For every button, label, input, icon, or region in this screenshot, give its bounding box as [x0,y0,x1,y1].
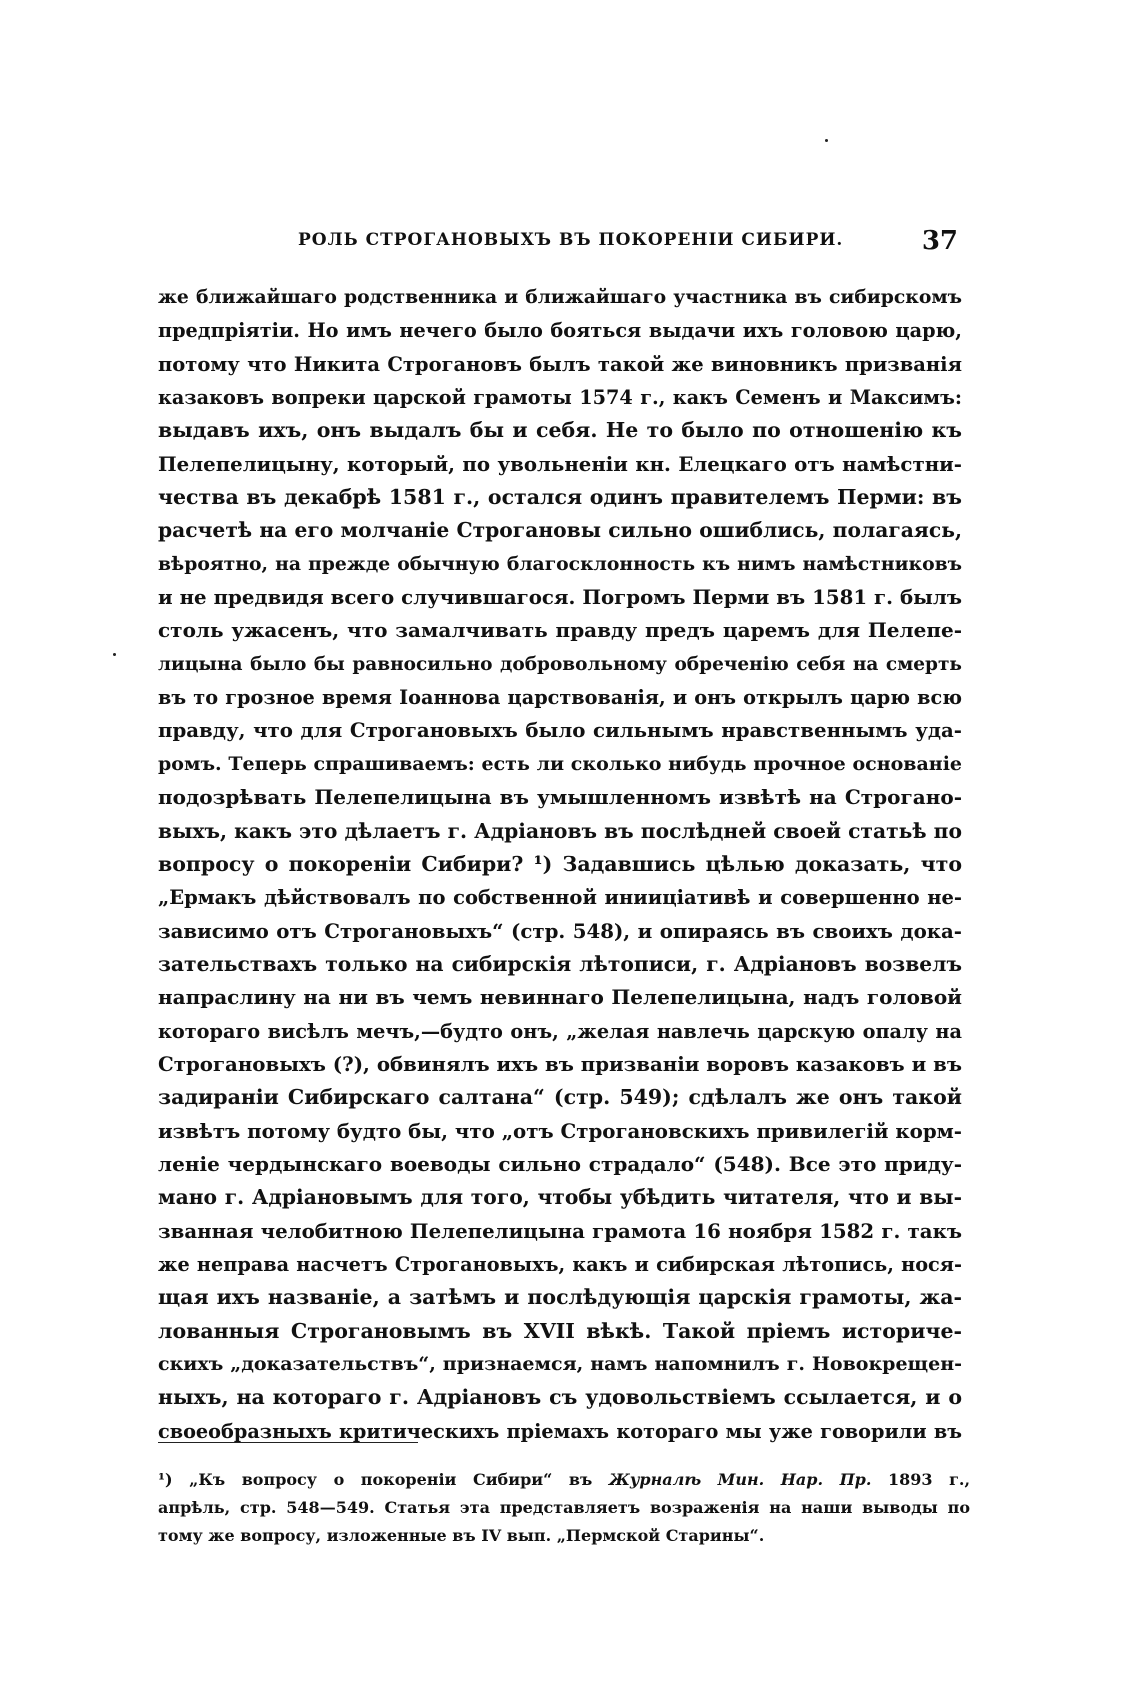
footnote-line: апрѣль, стр. 548—549. Статья эта представляетъ возраженія на наши выводы по [158,1498,970,1517]
page-number: 37 [921,226,958,256]
text-line: предпріятіи. Но имъ нечего было бояться выдачи ихъ головою царю, [158,319,962,343]
text-line: скихъ „доказательствъ“, признаемся, намъ напомнилъ г. Новокрещен- [158,1353,962,1375]
text-line: правду, что для Строгановыхъ было сильнымъ нравственнымъ уда- [158,718,962,743]
text-line: зательствахъ только на сибирскія лѣтописи, г. Адріановъ возвелъ [158,951,962,976]
text-line: извѣтъ потому будто бы, что „отъ Строгановскихъ привилегій корм- [158,1118,962,1143]
text-line: щая ихъ названіе, а затѣмъ и послѣдующія царскія грамоты, жа- [158,1285,962,1310]
text-line: мано г. Адріановымъ для того, чтобы убѣдить читателя, что и вы- [158,1185,962,1210]
footnote-line: тому же вопросу, изложенные въ IV вып. „Пермской Старины“. [158,1526,765,1545]
text-line: Строгановыхъ (?), обвинялъ ихъ въ призваніи воровъ казаковъ и въ [158,1051,962,1076]
footnote-text: „Къ вопросу о покореніи Сибири“ въ [189,1470,593,1489]
text-line: вопросу о покореніи Сибири? ¹) Задавшись цѣлью доказать, что [158,851,962,876]
text-line: выдавъ ихъ, онъ выдалъ бы и себя. Не то было по отношенію къ [158,418,962,443]
text-line: „Ермакъ дѣйствовалъ по собственной инииціативѣ и совершенно не- [158,886,962,910]
text-line: чества въ декабрѣ 1581 г., остался одинъ правителемъ Перми: въ [158,485,962,510]
footnote-text: 1893 г., [888,1470,970,1489]
text-line: въ то грозное время Іоаннова царствованія, и онъ открылъ царю всю [158,686,962,710]
running-title: РОЛЬ СТРОГАНОВЫХЪ ВЪ ПОКОРЕНІИ СИБИРИ. [298,230,844,250]
text-line: вѣроятно, на прежде обычную благосклонность къ нимъ намѣстниковъ [158,552,962,575]
text-line: и не предвидя всего случившагося. Погромъ Перми въ 1581 г. былъ [158,585,962,610]
footnote [158,1466,970,1550]
text-line: же неправа насчетъ Строгановыхъ, какъ и сибирская лѣтопись, нося- [158,1252,962,1276]
footnote-separator [158,1442,418,1443]
text-line: напраслину на ни въ чемъ невиннаго Пелепелицына, надъ головой [158,985,962,1010]
text-line: столь ужасенъ, что замалчивать правду предъ царемъ для Пелепе- [158,618,962,643]
text-line: своеобразныхъ критическихъ пріемахъ котораго мы уже говорили въ [158,1419,962,1443]
footnote-line [158,1466,970,1494]
journal-title: Журналѣ Мин. Нар. Пр. [608,1470,872,1489]
text-line: лицына было бы равносильно добровольному обреченію себя на смерть [158,653,962,675]
text-line: выхъ, какъ это дѣлаетъ г. Адріановъ въ послѣдней своей статьѣ по [158,818,962,843]
print-speck [825,139,828,142]
text-line: котораго висѣлъ мечъ,—будто онъ, „желая навлечь царскую опалу на [158,1019,962,1043]
text-line: казаковъ вопреки царской грамоты 1574 г., какъ Семенъ и Максимъ: [158,386,962,410]
text-line: потому что Никита Строгановъ былъ такой же виновникъ призванія [158,352,962,376]
text-line: же ближайшаго родственника и ближайшаго участника въ сибирскомъ [158,286,962,308]
text-line: подозрѣвать Пелепелицына въ умышленномъ извѣтѣ на Строгано- [158,785,962,810]
text-line: званная челобитною Пелепелицына грамота 16 ноября 1582 г. такъ [158,1218,962,1243]
page-header [298,226,958,260]
text-line: задираніи Сибирскаго салтана“ (стр. 549); сдѣлалъ же онъ такой [158,1085,962,1110]
text-line: ромъ. Теперь спрашиваемъ: есть ли сколько нибудь прочное основаніе [158,752,962,775]
print-speck [113,653,116,656]
footnote-marker: ¹) [158,1470,173,1489]
text-line: зависимо отъ Строгановыхъ“ (стр. 548), и опираясь въ своихъ дока- [158,918,962,943]
text-line: леніе чердынскаго воеводы сильно страдало“ (548). Все это приду- [158,1151,962,1176]
text-line: Пелепелицыну, который, по увольненіи кн. Елецкаго отъ намѣстни- [158,451,962,476]
body-text [158,281,962,1448]
text-line: ныхъ, на котораго г. Адріановъ съ удовольствіемъ ссылается, и о [158,1385,962,1410]
text-line: расчетѣ на его молчаніе Строгановы сильно ошиблись, полагаясь, [158,518,962,543]
text-line: лованныя Строгановымъ въ XVII вѣкѣ. Такой пріемъ историче- [158,1318,962,1343]
